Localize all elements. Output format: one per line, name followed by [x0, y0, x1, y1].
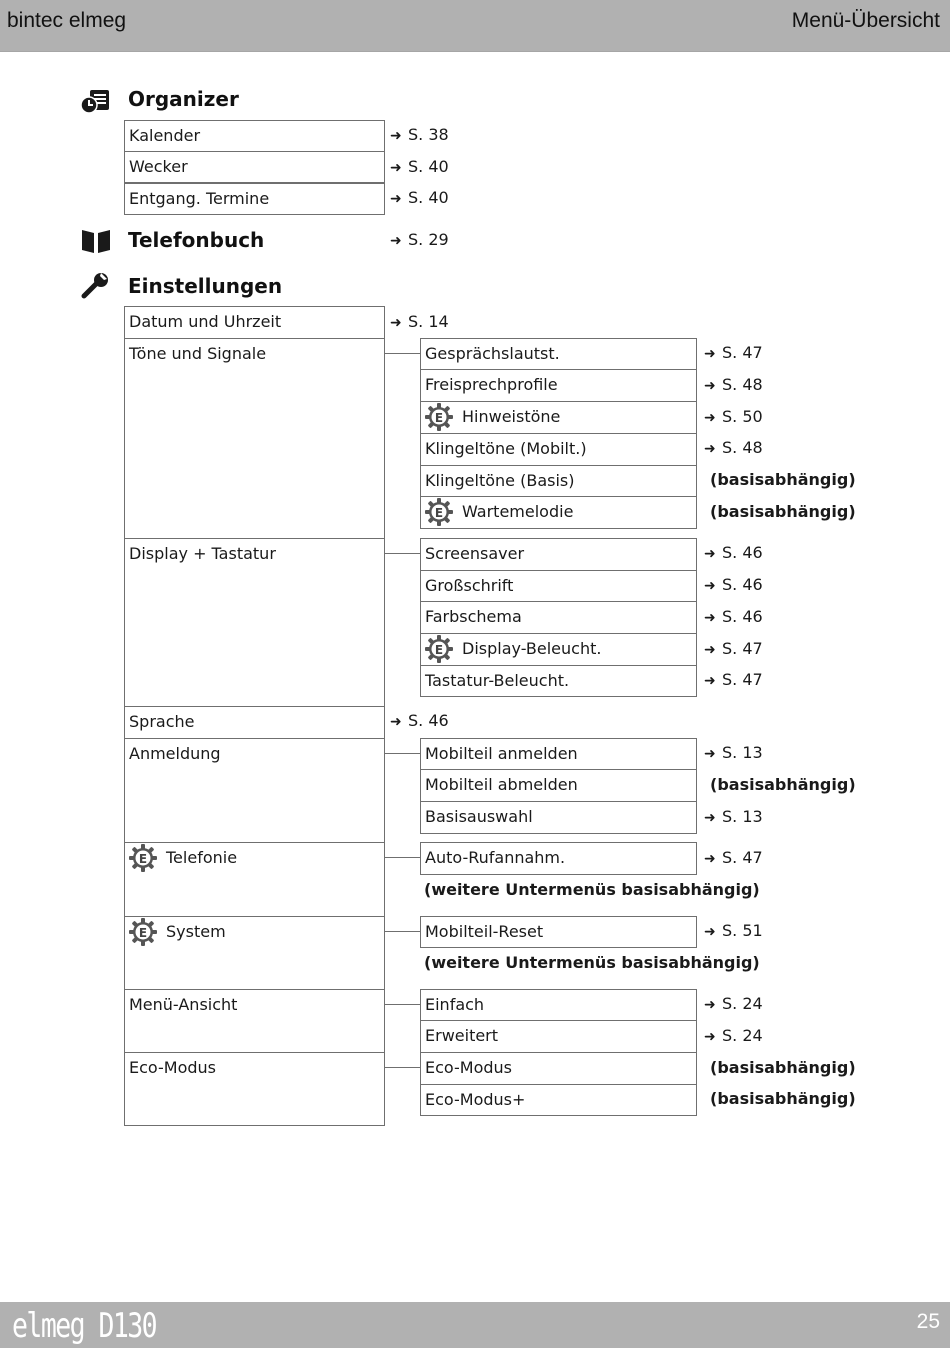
- submenu-item-gespraechslautst[interactable]: Gesprächslautst.: [420, 338, 697, 370]
- arrow-icon: ➜: [704, 378, 716, 394]
- arrow-icon: ➜: [704, 441, 716, 457]
- menu-item-telefonie[interactable]: E Telefonie: [124, 842, 385, 917]
- base-dependent-note: (basisabhängig): [710, 502, 856, 521]
- svg-text:E: E: [138, 926, 148, 940]
- svg-text:E: E: [434, 411, 444, 425]
- submenu-item-tastatur-beleucht[interactable]: Tastatur-Beleucht.: [420, 665, 697, 697]
- page-ref: ➜ S. 14: [390, 312, 449, 331]
- arrow-icon: ➜: [704, 346, 716, 362]
- page-ref: ➜ S. 50: [704, 407, 763, 426]
- menu-item-sprache[interactable]: Sprache: [124, 706, 385, 739]
- submenu-item-klingeltoene-basis[interactable]: Klingeltöne (Basis): [420, 465, 697, 497]
- menu-item-kalender[interactable]: Kalender: [124, 120, 385, 152]
- connector-line: [384, 753, 421, 754]
- submenu-item-eco-modus[interactable]: Eco-Modus: [420, 1052, 697, 1085]
- connector-line: [384, 353, 421, 354]
- page-ref: ➜ S. 48: [704, 438, 763, 457]
- arrow-icon: ➜: [704, 1029, 716, 1045]
- menu-item-menue-ansicht[interactable]: Menü-Ansicht: [124, 989, 385, 1053]
- svg-text:E: E: [434, 506, 444, 520]
- submenu-item-mobilteil-anmelden[interactable]: Mobilteil anmelden: [420, 738, 697, 770]
- page-ref: ➜ S. 51: [704, 921, 763, 940]
- section-title-einstellungen: Einstellungen: [128, 274, 283, 298]
- submenu-item-screensaver[interactable]: Screensaver: [420, 538, 697, 571]
- expert-mode-gear-icon: [129, 918, 157, 946]
- menu-item-display-tastatur[interactable]: Display + Tastatur: [124, 538, 385, 707]
- page-number: 25: [916, 1310, 940, 1333]
- submenu-item-auto-rufannahm[interactable]: Auto-Rufannahm.: [420, 842, 697, 875]
- submenu-item-mobilteil-reset[interactable]: Mobilteil-Reset: [420, 916, 697, 948]
- menu-item-wecker[interactable]: Wecker: [124, 151, 385, 183]
- connector-line: [384, 1067, 421, 1068]
- submenu-item-wartemelodie[interactable]: E Wartemelodie: [420, 496, 697, 529]
- section-title-telefonbuch: Telefonbuch: [128, 228, 265, 252]
- base-dependent-note: (basisabhängig): [710, 1089, 856, 1108]
- menu-item-entgang-termine[interactable]: Entgang. Termine: [124, 183, 385, 215]
- page-ref: ➜ S. 46: [704, 575, 763, 594]
- submenu-item-mobilteil-abmelden[interactable]: Mobilteil abmelden: [420, 769, 697, 802]
- arrow-icon: ➜: [704, 546, 716, 562]
- submenu-item-einfach[interactable]: Einfach: [420, 989, 697, 1021]
- arrow-icon: ➜: [390, 233, 402, 249]
- page-ref: ➜ S. 47: [704, 639, 763, 658]
- further-submenus-note: (weitere Untermenüs basisabhängig): [424, 880, 760, 899]
- expert-mode-gear-icon: [425, 635, 453, 663]
- page-title: Menü-Übersicht: [791, 9, 940, 32]
- arrow-icon: ➜: [704, 810, 716, 826]
- page-ref: ➜ S. 47: [704, 670, 763, 689]
- page-ref: ➜ S. 40: [390, 157, 449, 176]
- menu-item-system[interactable]: E System: [124, 916, 385, 990]
- menu-item-datum-uhrzeit[interactable]: Datum und Uhrzeit: [124, 306, 385, 339]
- arrow-icon: ➜: [704, 410, 716, 426]
- connector-line: [384, 553, 421, 554]
- base-dependent-note: (basisabhängig): [710, 775, 856, 794]
- arrow-icon: ➜: [704, 924, 716, 940]
- submenu-item-hinweistoene[interactable]: E Hinweistöne: [420, 401, 697, 434]
- arrow-icon: ➜: [704, 673, 716, 689]
- svg-text:E: E: [138, 852, 148, 866]
- arrow-icon: ➜: [390, 714, 402, 730]
- page-ref: ➜ S. 13: [704, 743, 763, 762]
- submenu-item-farbschema[interactable]: Farbschema: [420, 601, 697, 634]
- connector-line: [384, 1004, 421, 1005]
- brand-name: bintec elmeg: [7, 9, 127, 32]
- page-ref: ➜ S. 24: [704, 994, 763, 1013]
- wrench-icon: [80, 272, 112, 300]
- arrow-icon: ➜: [704, 997, 716, 1013]
- arrow-icon: ➜: [390, 191, 402, 207]
- arrow-icon: ➜: [704, 578, 716, 594]
- page-ref: ➜ S. 13: [704, 807, 763, 826]
- submenu-item-grossschrift[interactable]: Großschrift: [420, 570, 697, 602]
- page-ref: ➜ S. 38: [390, 125, 449, 144]
- connector-line: [384, 857, 421, 858]
- page-header: [0, 0, 950, 52]
- menu-item-anmeldung[interactable]: Anmeldung: [124, 738, 385, 843]
- submenu-item-eco-modus-plus[interactable]: Eco-Modus+: [420, 1084, 697, 1116]
- arrow-icon: ➜: [390, 128, 402, 144]
- arrow-icon: ➜: [704, 642, 716, 658]
- book-icon: [80, 226, 112, 254]
- expert-mode-gear-icon: [129, 844, 157, 872]
- page-ref: ➜ S. 47: [704, 848, 763, 867]
- menu-item-eco-modus[interactable]: Eco-Modus: [124, 1052, 385, 1126]
- expert-mode-gear-icon: [425, 498, 453, 526]
- connector-line: [384, 931, 421, 932]
- page-ref: ➜ S. 48: [704, 375, 763, 394]
- svg-text:E: E: [434, 643, 444, 657]
- arrow-icon: ➜: [704, 746, 716, 762]
- further-submenus-note: (weitere Untermenüs basisabhängig): [424, 953, 760, 972]
- page-ref: ➜ S. 47: [704, 343, 763, 362]
- product-logo: elmeg D130: [12, 1306, 157, 1346]
- base-dependent-note: (basisabhängig): [710, 1058, 856, 1077]
- submenu-item-klingeltoene-mobilt[interactable]: Klingeltöne (Mobilt.): [420, 433, 697, 466]
- page-ref: ➜ S. 24: [704, 1026, 763, 1045]
- submenu-item-basisauswahl[interactable]: Basisauswahl: [420, 801, 697, 834]
- expert-mode-gear-icon: [425, 403, 453, 431]
- submenu-item-display-beleucht[interactable]: E Display-Beleucht.: [420, 633, 697, 666]
- submenu-item-erweitert[interactable]: Erweitert: [420, 1020, 697, 1053]
- page-footer: [0, 1302, 950, 1348]
- arrow-icon: ➜: [390, 315, 402, 331]
- page-ref: ➜ S. 46: [704, 607, 763, 626]
- base-dependent-note: (basisabhängig): [710, 470, 856, 489]
- submenu-item-freisprechprofile[interactable]: Freisprechprofile: [420, 369, 697, 402]
- section-title-organizer: Organizer: [128, 87, 239, 111]
- arrow-icon: ➜: [704, 851, 716, 867]
- page-ref: ➜ S. 29: [390, 230, 449, 249]
- page-ref: ➜ S. 46: [704, 543, 763, 562]
- menu-item-toene-signale[interactable]: Töne und Signale: [124, 338, 385, 539]
- page-ref: ➜ S. 46: [390, 711, 449, 730]
- arrow-icon: ➜: [390, 160, 402, 176]
- arrow-icon: ➜: [704, 610, 716, 626]
- page-ref: ➜ S. 40: [390, 188, 449, 207]
- organizer-icon: [80, 87, 112, 115]
